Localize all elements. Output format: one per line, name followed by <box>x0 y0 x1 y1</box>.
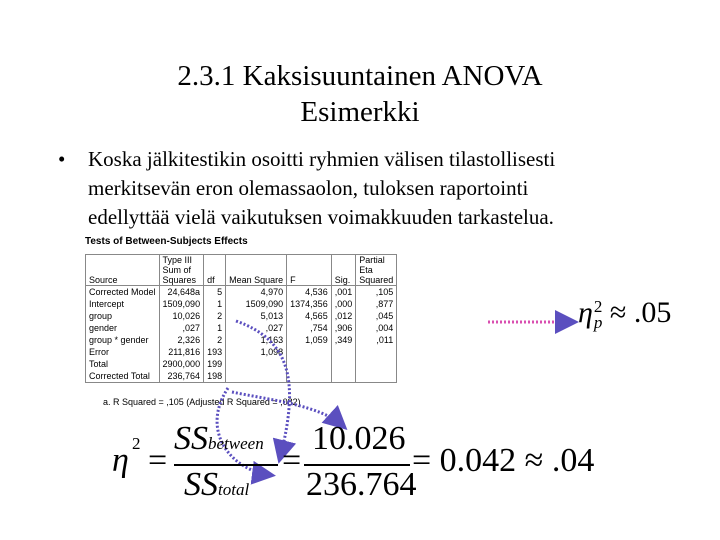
col-header-df: df <box>204 255 226 286</box>
table-cell: Error <box>86 346 160 358</box>
table-cell: Corrected Model <box>86 286 160 299</box>
table-row <box>86 358 397 370</box>
table-cell: 198 <box>204 370 226 383</box>
table-cell <box>287 358 332 370</box>
table-cell: gender <box>86 322 160 334</box>
col-header-f: F <box>287 255 332 286</box>
table-cell <box>226 370 287 383</box>
table-cell <box>356 346 397 358</box>
table-cell: ,045 <box>356 310 397 322</box>
table-cell: ,012 <box>331 310 356 322</box>
table-cell: 5 <box>204 286 226 299</box>
table-cell: ,105 <box>356 286 397 299</box>
table-cell: 24,648a <box>159 286 204 299</box>
table-cell: 1509,090 <box>226 298 287 310</box>
eta-sup: 2 <box>593 297 603 317</box>
anova-table <box>85 254 397 383</box>
table-row <box>86 370 397 383</box>
table-cell <box>356 358 397 370</box>
equals-2: = <box>282 442 302 479</box>
table-cell: ,877 <box>356 298 397 310</box>
slide-title <box>0 58 720 130</box>
table-row <box>86 298 397 310</box>
table-footnote: a. R Squared = ,105 (Adjusted R Squared = ,082) <box>103 397 301 407</box>
table-cell: ,349 <box>331 334 356 346</box>
den-value: 236.764 <box>306 466 417 503</box>
table-cell: 1,163 <box>226 334 287 346</box>
table-cell: 1 <box>204 298 226 310</box>
table-cell <box>331 346 356 358</box>
table-row <box>86 286 397 299</box>
num-value: 10.026 <box>312 420 406 457</box>
equals-1: = <box>148 442 168 479</box>
col-header-sig: Sig. <box>331 255 356 286</box>
col-header-ms: Mean Square <box>226 255 287 286</box>
table-cell: 236,764 <box>159 370 204 383</box>
table-cell: ,001 <box>331 286 356 299</box>
table-cell: ,000 <box>331 298 356 310</box>
table-cell: 1509,090 <box>159 298 204 310</box>
table-cell: 2 <box>204 310 226 322</box>
table-cell: 2,326 <box>159 334 204 346</box>
eta-symbol: η <box>578 296 593 329</box>
table-cell: 2900,000 <box>159 358 204 370</box>
eta-lhs: η <box>112 442 129 479</box>
table-cell: ,011 <box>356 334 397 346</box>
table-cell: 4,565 <box>287 310 332 322</box>
partial-eta-value: ≈ .05 <box>609 296 672 329</box>
ss-total-den: SStotal <box>184 466 250 503</box>
table-cell <box>331 358 356 370</box>
col-header-ss: Type III Sum of Squares <box>159 255 204 286</box>
bullet-dot: • <box>58 147 66 171</box>
table-cell <box>356 370 397 383</box>
table-cell: 10,026 <box>159 310 204 322</box>
table-cell: Total <box>86 358 160 370</box>
table-cell: ,027 <box>226 322 287 334</box>
eta-result: = 0.042 ≈ .04 <box>412 442 595 479</box>
table-cell <box>226 358 287 370</box>
table-cell: ,004 <box>356 322 397 334</box>
table-cell: 2 <box>204 334 226 346</box>
spss-table-title: Tests of Between-Subjects Effects <box>85 236 248 247</box>
table-cell: 5,013 <box>226 310 287 322</box>
table-cell <box>331 370 356 383</box>
bullet-line-3: edellyttää vielä vaikutuksen voimakkuuden tarkastelua. <box>88 205 554 229</box>
table-cell: 193 <box>204 346 226 358</box>
table-row <box>86 310 397 322</box>
table-row <box>86 322 397 334</box>
table-cell: ,754 <box>287 322 332 334</box>
table-cell: ,027 <box>159 322 204 334</box>
bullet-line-2: merkitsevän eron olemassaolon, tuloksen raportointi <box>88 176 529 200</box>
table-cell: 211,816 <box>159 346 204 358</box>
table-cell: ,906 <box>331 322 356 334</box>
table-cell: group * gender <box>86 334 160 346</box>
slide-title-line1: 2.3.1 Kaksisuuntainen ANOVA <box>177 60 543 92</box>
col-header-source: Source <box>86 255 160 286</box>
table-cell: Corrected Total <box>86 370 160 383</box>
table-cell: 4,536 <box>287 286 332 299</box>
eta-lhs-sup: 2 <box>132 434 141 453</box>
table-row <box>86 346 397 358</box>
col-header-partial-eta: Partial Eta Squared <box>356 255 397 286</box>
partial-eta-formula <box>578 296 671 331</box>
table-cell: 1,098 <box>226 346 287 358</box>
table-cell: Intercept <box>86 298 160 310</box>
bullet-line-1: Koska jälkitestikin osoitti ryhmien välisen tilastollisesti <box>88 147 556 171</box>
table-cell: 1,059 <box>287 334 332 346</box>
table-cell: group <box>86 310 160 322</box>
table-cell <box>287 346 332 358</box>
table-cell: 4,970 <box>226 286 287 299</box>
ss-between-num: SSbetween <box>174 420 264 457</box>
table-cell <box>287 370 332 383</box>
table-cell: 1374,356 <box>287 298 332 310</box>
table-cell: 199 <box>204 358 226 370</box>
table-cell: 1 <box>204 322 226 334</box>
eta-sub: p <box>593 313 603 333</box>
table-row <box>86 334 397 346</box>
slide-title-line2: Esimerkki <box>300 96 420 128</box>
